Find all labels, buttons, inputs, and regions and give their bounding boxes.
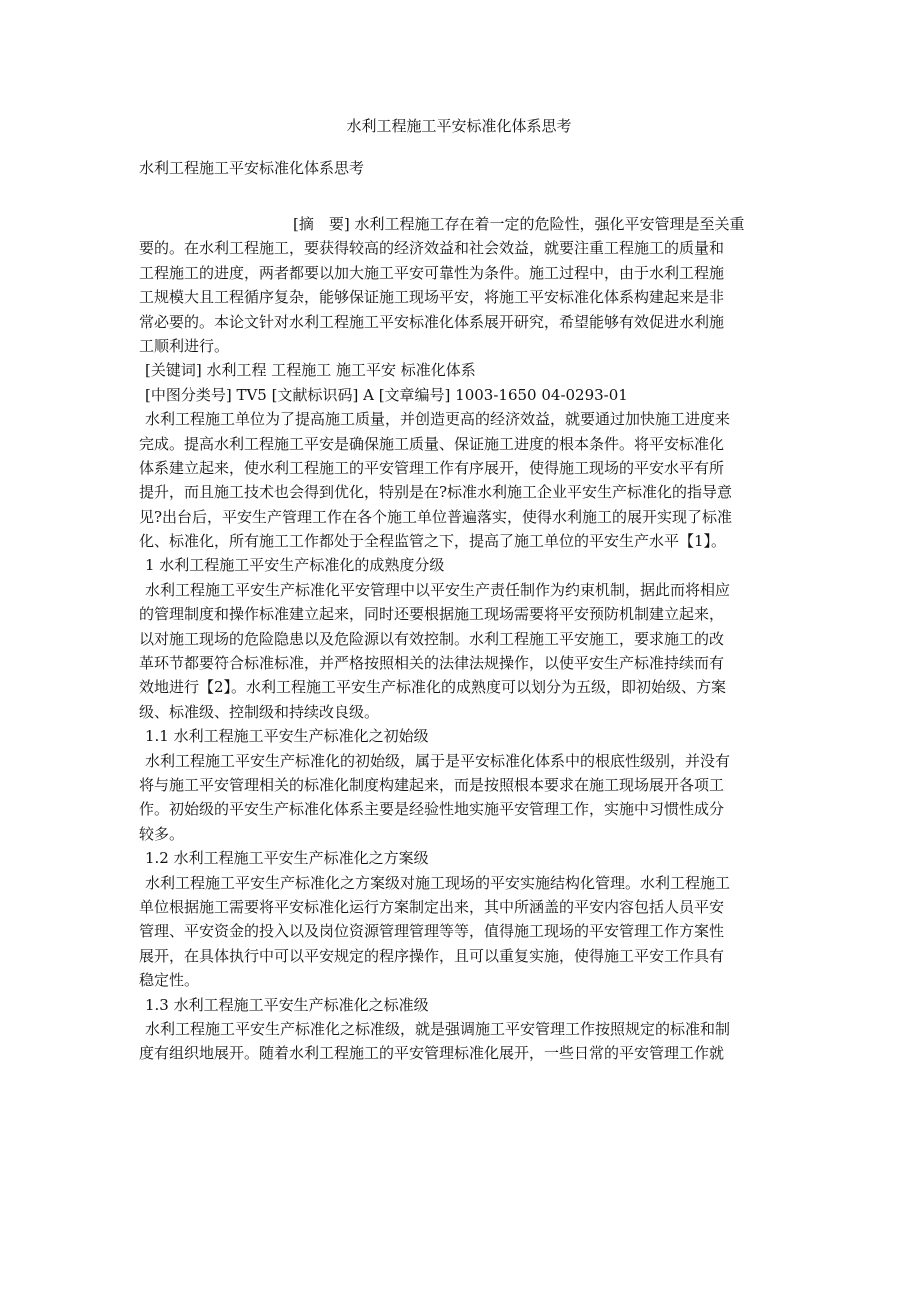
abstract-line: 常必要的。本论文针对水利工程施工平安标准化体系展开研究，希望能够有效促进水利施	[139, 312, 725, 331]
keywords-line: [关键词] 水利工程 工程施工 施工平安 标准化体系	[145, 361, 476, 380]
paragraph-line: 管理、平安资金的投入以及岗位资源管理管理等等，值得施工现场的平安管理工作方案性	[139, 922, 725, 941]
paragraph-line: 完成。提高水利工程施工平安是确保施工质量、保证施工进度的根本条件。将平安标准化	[139, 434, 725, 453]
paragraph-line: 效地进行【2】。水利工程施工平安生产标准化的成熟度可以划分为五级，即初始级、方案	[139, 678, 727, 697]
paragraph-line: 水利工程施工平安生产标准化的初始级，属于是平安标准化体系中的根底性级别，并没有	[145, 751, 731, 770]
abstract-line: 工程施工的进度，两者都要以加大施工平安可靠性为条件。施工过程中，由于水利工程施	[139, 263, 725, 282]
paragraph-line: 提升，而且施工技术也会得到优化，特别是在?标准水利施工企业平安生产标准化的指导意	[139, 483, 733, 502]
abstract-line: 工顺利进行。	[139, 336, 230, 355]
paragraph-line: 化、标准化，所有施工工作都处于全程监管之下，提高了施工单位的平安生产水平【1】。	[139, 532, 727, 551]
section-heading: 1 水利工程施工平安生产标准化的成熟度分级	[145, 556, 445, 575]
paragraph-line: 见?出台后，平安生产管理工作在各个施工单位普遍落实，使得水利施工的展开实现了标准	[139, 507, 733, 526]
document-body	[139, 212, 779, 1066]
paragraph-line: 水利工程施工平安生产标准化之方案级对施工现场的平安实施结构化管理。水利工程施工	[145, 873, 731, 892]
section-heading: 1.3 水利工程施工平安生产标准化之标准级	[145, 995, 429, 1014]
paragraph-line: 展开，在具体执行中可以平安规定的程序操作，且可以重复实施，使得施工平安工作具有	[139, 946, 725, 965]
section-heading: 1.2 水利工程施工平安生产标准化之方案级	[145, 849, 429, 868]
paragraph-line: 体系建立起来，使水利工程施工的平安管理工作有序展开，使得施工现场的平安水平有所	[139, 458, 725, 477]
paragraph-line: 度有组织地展开。随着水利工程施工的平安管理标准化展开，一些日常的平安管理工作就	[139, 1044, 725, 1063]
paragraph-line: 水利工程施工单位为了提高施工质量，并创造更高的经济效益，就要通过加快施工进度来	[145, 410, 731, 429]
paragraph-line: 革环节都要符合标准标准，并严格按照相关的法律法规操作，以使平安生产标准持续而有	[139, 654, 725, 673]
paragraph-line: 水利工程施工平安生产标准化之标准级，就是强调施工平安管理工作按照规定的标准和制	[145, 1019, 731, 1038]
paragraph-line: 水利工程施工平安生产标准化平安管理中以平安生产责任制作为约束机制，据此而将相应	[145, 580, 731, 599]
paragraph-line: 作。初始级的平安生产标准化体系主要是经验性地实施平安管理工作，实施中习惯性成分	[139, 800, 725, 819]
paragraph-line: 较多。	[139, 824, 185, 843]
document-subtitle: 水利工程施工平安标准化体系思考	[139, 159, 365, 177]
abstract-line: 要的。在水利工程施工，要获得较高的经济效益和社会效益，就要注重工程施工的质量和	[139, 239, 725, 258]
abstract-line: 工规模大且工程循序复杂，能够保证施工现场平安，将施工平安标准化体系构建起来是非	[139, 288, 725, 307]
paragraph-line: 的管理制度和操作标准建立起来，同时还要根据施工现场需要将平安预防机制建立起来，	[139, 605, 725, 624]
document-title: 水利工程施工平安标准化体系思考	[346, 117, 572, 135]
paragraph-line: 单位根据施工需要将平安标准化运行方案制定出来，其中所涵盖的平安内容包括人员平安	[139, 897, 725, 916]
paragraph-line: 以对施工现场的危险隐患以及危险源以有效控制。水利工程施工平安施工，要求施工的改	[139, 629, 725, 648]
section-heading: 1.1 水利工程施工平安生产标准化之初始级	[145, 727, 429, 746]
paragraph-line: 稳定性。	[139, 971, 200, 990]
paragraph-line: 将与施工平安管理相关的标准化制度构建起来，而是按照根本要求在施工现场展开各项工	[139, 775, 725, 794]
abstract-line: [摘 要] 水利工程施工存在着一定的危险性，强化平安管理是至关重	[293, 215, 745, 233]
paragraph-line: 级、标准级、控制级和持续改良级。	[139, 702, 380, 721]
classification-line: [中图分类号] TV5 [文献标识码] A [文章编号] 1003-1650 04-0293-01	[145, 385, 628, 404]
